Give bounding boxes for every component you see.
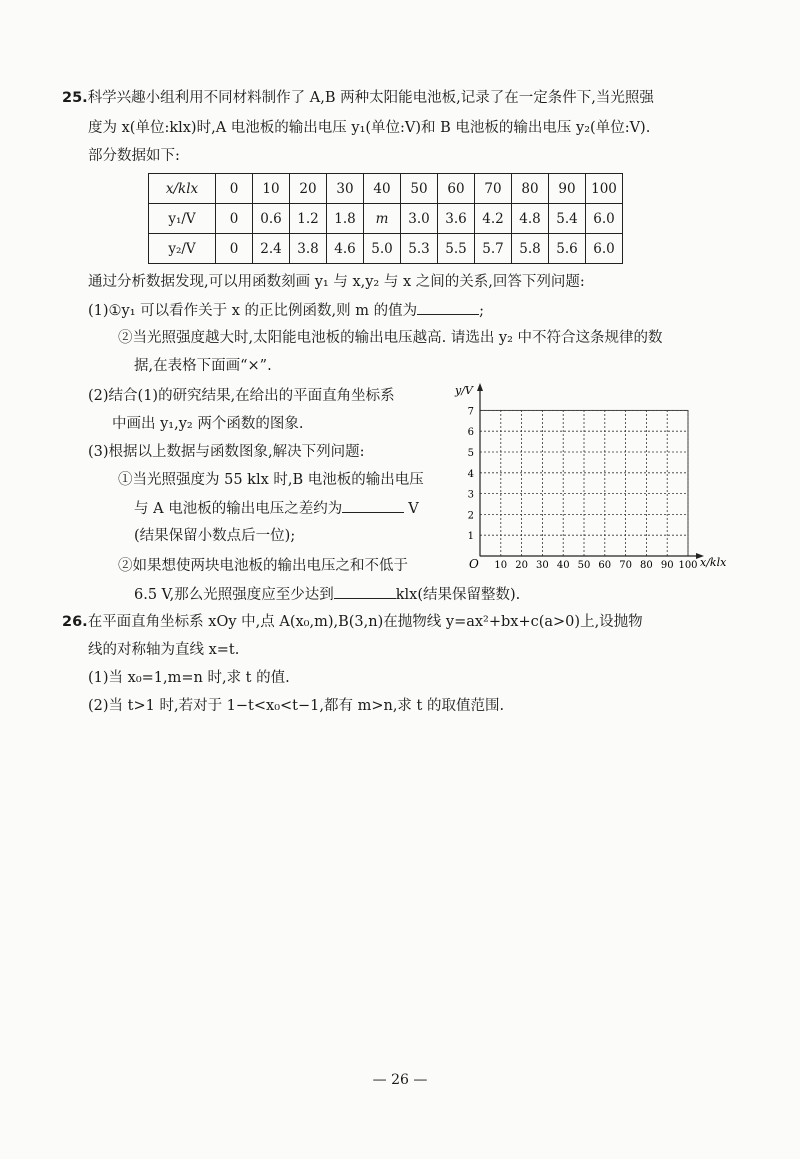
- q25-part1-2-line2: 据,在表格下面画“×”.: [134, 358, 272, 374]
- q25-part3-2-line2: [134, 584, 520, 605]
- y-tick-label: 1: [467, 531, 474, 543]
- table-cell: 4.8: [512, 204, 549, 234]
- table-cell: 6.0: [586, 234, 623, 264]
- table-cell: 5.8: [512, 234, 549, 264]
- table-row-label: x/klx: [149, 174, 216, 204]
- x-tick-label: 100: [678, 560, 698, 570]
- q25-part3-1-line3: (结果保留小数点后一位);: [134, 528, 296, 544]
- table-cell: 5.7: [475, 234, 512, 264]
- answer-blank-voltage-diff[interactable]: [342, 498, 404, 513]
- table-cell: 60: [438, 174, 475, 204]
- x-tick-label: 40: [556, 560, 570, 570]
- table-cell: 0.6: [253, 204, 290, 234]
- q25-part3-1-text: 与 A 电池板的输出电压之差约为: [134, 501, 343, 517]
- table-row: [149, 174, 623, 204]
- q25-part1-1-text: (1)①y₁ 可以看作关于 x 的正比例函数,则 m 的值为: [88, 303, 418, 319]
- table-cell: 5.5: [438, 234, 475, 264]
- y-tick-label: 4: [467, 468, 474, 480]
- table-cell: 5.4: [549, 204, 586, 234]
- x-tick-label: 10: [494, 560, 508, 570]
- origin-label: O: [469, 557, 479, 570]
- table-cell: 0: [216, 234, 253, 264]
- x-axis-label: x/klx: [700, 556, 727, 569]
- x-tick-label: 80: [640, 560, 653, 570]
- q25-part3-line1: (3)根据以上数据与函数图象,解决下列问题:: [88, 444, 365, 460]
- answer-blank-m[interactable]: [417, 300, 479, 315]
- table-cell: 3.8: [290, 234, 327, 264]
- q25-intro-line3: 部分数据如下:: [88, 148, 180, 164]
- table-cell: 70: [475, 174, 512, 204]
- q25-part3-1-line2: [134, 498, 419, 519]
- x-tick-label: 50: [577, 560, 591, 570]
- grid-lines: [480, 410, 688, 556]
- table-cell: 50: [401, 174, 438, 204]
- table-cell: 4.2: [475, 204, 512, 234]
- y-tick-label: 6: [467, 427, 474, 439]
- tick-labels: [468, 406, 698, 570]
- table-cell: 100: [586, 174, 623, 204]
- x-tick-label: 90: [660, 560, 674, 570]
- q26-part1: (1)当 x₀=1,m=n 时,求 t 的值.: [88, 670, 290, 686]
- x-tick-label: 70: [619, 560, 632, 570]
- q25-part1-1: [88, 300, 484, 321]
- table-cell: 90: [549, 174, 586, 204]
- table-row: [149, 234, 623, 264]
- x-tick-label: 60: [598, 560, 612, 570]
- q25-part3-2-text: 6.5 V,那么光照强度应至少达到: [134, 587, 334, 603]
- q25-part1-2-line1: ②当光照强度越大时,太阳能电池板的输出电压越高. 请选出 y₂ 中不符合这条规律的数: [118, 330, 663, 346]
- q26-text: 在平面直角坐标系 xOy 中,点 A(x₀,m),B(3,n)在抛物线 y=ax²+bx+c(a>0)上,设抛物: [87, 614, 643, 630]
- x-tick-label: 20: [515, 560, 528, 570]
- table-cell: 20: [290, 174, 327, 204]
- q25-intro-line1: [62, 88, 654, 108]
- q25-intro-line2: 度为 x(单位:klx)时,A 电池板的输出电压 y₁(单位:V)和 B 电池板的输出电压 y₂(单位:V).: [88, 120, 651, 136]
- table-cell: 30: [327, 174, 364, 204]
- q25-part3-2-end: klx(结果保留整数).: [395, 587, 521, 603]
- table-cell: 3.0: [401, 204, 438, 234]
- q26-part2: (2)当 t>1 时,若对于 1−t<x₀<t−1,都有 m>n,求 t 的取值范围.: [88, 698, 505, 714]
- q25-part3-2-line1: ②如果想使两块电池板的输出电压之和不低于: [118, 558, 408, 574]
- table-cell: m: [364, 204, 401, 234]
- page-number: — 26 —: [372, 1072, 428, 1088]
- y-tick-label: 3: [467, 489, 474, 501]
- table-cell: 1.2: [290, 204, 327, 234]
- table-cell: 40: [364, 174, 401, 204]
- q25-part3-1-line1: ①当光照强度为 55 klx 时,B 电池板的输出电压: [118, 472, 424, 488]
- table-cell: 10: [253, 174, 290, 204]
- y-axis-label: y/V: [455, 384, 473, 397]
- q25-analysis: 通过分析数据发现,可以用函数刻画 y₁ 与 x,y₂ 与 x 之间的关系,回答下列问题:: [88, 274, 585, 290]
- table-row-label: y₂/V: [149, 234, 216, 264]
- answer-blank-light-intensity[interactable]: [334, 584, 396, 599]
- table-cell: 80: [512, 174, 549, 204]
- y-axis-arrow-icon: [477, 383, 483, 391]
- q26-number: 26.: [62, 614, 88, 630]
- coordinate-grid: [454, 380, 754, 570]
- table-cell: 1.8: [327, 204, 364, 234]
- table-cell: 5.6: [549, 234, 586, 264]
- x-tick-label: 30: [536, 560, 549, 570]
- table-cell: 0: [216, 174, 253, 204]
- data-table: [148, 173, 623, 264]
- table-row: [149, 204, 623, 234]
- q25-number: 25.: [62, 90, 88, 106]
- y-tick-label: 5: [467, 448, 474, 459]
- table-cell: 0: [216, 204, 253, 234]
- table-cell: 6.0: [586, 204, 623, 234]
- q25-part1-1-end: ;: [479, 303, 485, 319]
- table-cell: 4.6: [327, 234, 364, 264]
- q25-part2-line2: 中画出 y₁,y₂ 两个函数的图象.: [112, 416, 304, 432]
- table-cell: 3.6: [438, 204, 475, 234]
- q25-part3-1-unit: V: [408, 501, 419, 517]
- table-cell: 5.0: [364, 234, 401, 264]
- table-cell: 2.4: [253, 234, 290, 264]
- table-row-label: y₁/V: [149, 204, 216, 234]
- q25-intro-text: 科学兴趣小组利用不同材料制作了 A,B 两种太阳能电池板,记录了在一定条件下,当光照强: [87, 90, 654, 106]
- table-cell: 5.3: [401, 234, 438, 264]
- q26-line1: [62, 612, 643, 632]
- y-tick-label: 7: [467, 406, 474, 418]
- y-tick-label: 2: [467, 510, 474, 522]
- q25-part2-line1: (2)结合(1)的研究结果,在给出的平面直角坐标系: [88, 388, 395, 404]
- q26-line2: 线的对称轴为直线 x=t.: [88, 642, 240, 658]
